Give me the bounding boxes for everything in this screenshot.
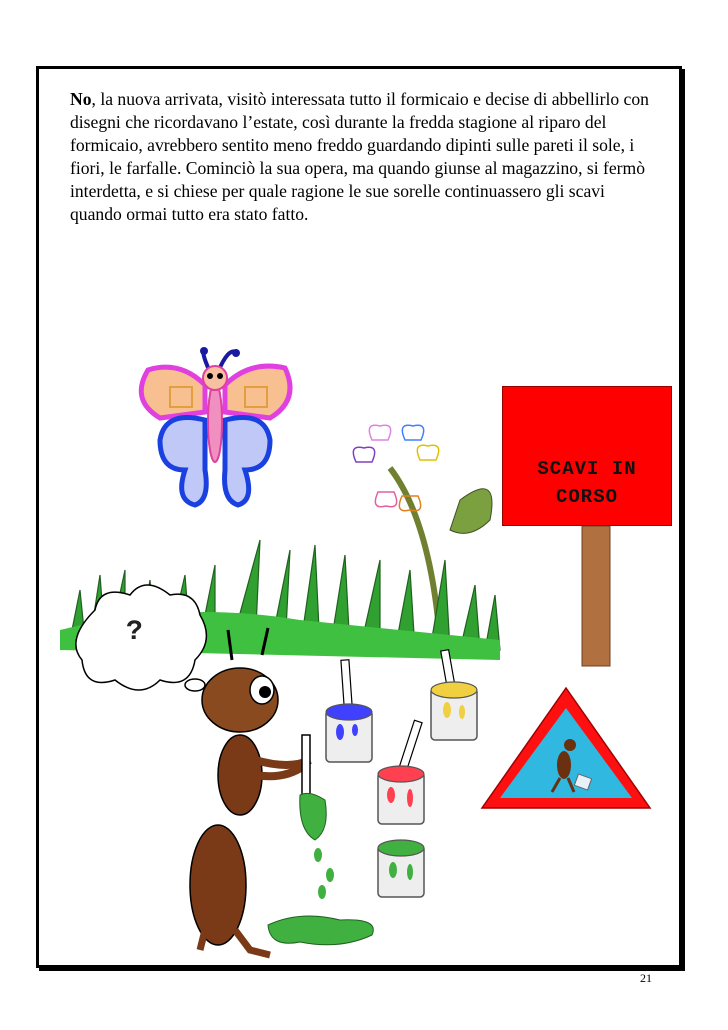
story-name: No [70,89,92,109]
paint-can-red [378,720,424,824]
warning-sign-icon [482,688,650,808]
story-body: , la nuova arrivata, visitò interessata tutto il formicaio e decise di abbellirlo con disegni che ricordavano l’estate, così durante la fredda stagione al riparo del formicaio, avrebbero sentito meno freddo guardando dipinti sulle pareti il sole, i fiori, le farfalle. Cominciò la sua opera, ma quando giunse al magazzino, si fermò interdetta, e si chiese per quale ragione le sue sorelle continuassero gli scavi quando ormai tutto era stato fatto. [70,89,649,224]
ant-icon [190,628,310,955]
sign-text [503,455,671,511]
thought-bubble [76,585,220,700]
thought-question-mark: ? [126,617,143,648]
paint-can-blue [326,660,372,762]
page-number: 21 [640,971,652,985]
paint-can-green [378,840,424,897]
paint-can-yellow [431,650,477,740]
sign-line-2: CORSO [555,486,618,508]
butterfly-icon [141,347,290,505]
construction-sign [502,386,672,526]
sign-post [582,526,610,666]
sign-line-1: SCAVI IN [537,458,637,480]
